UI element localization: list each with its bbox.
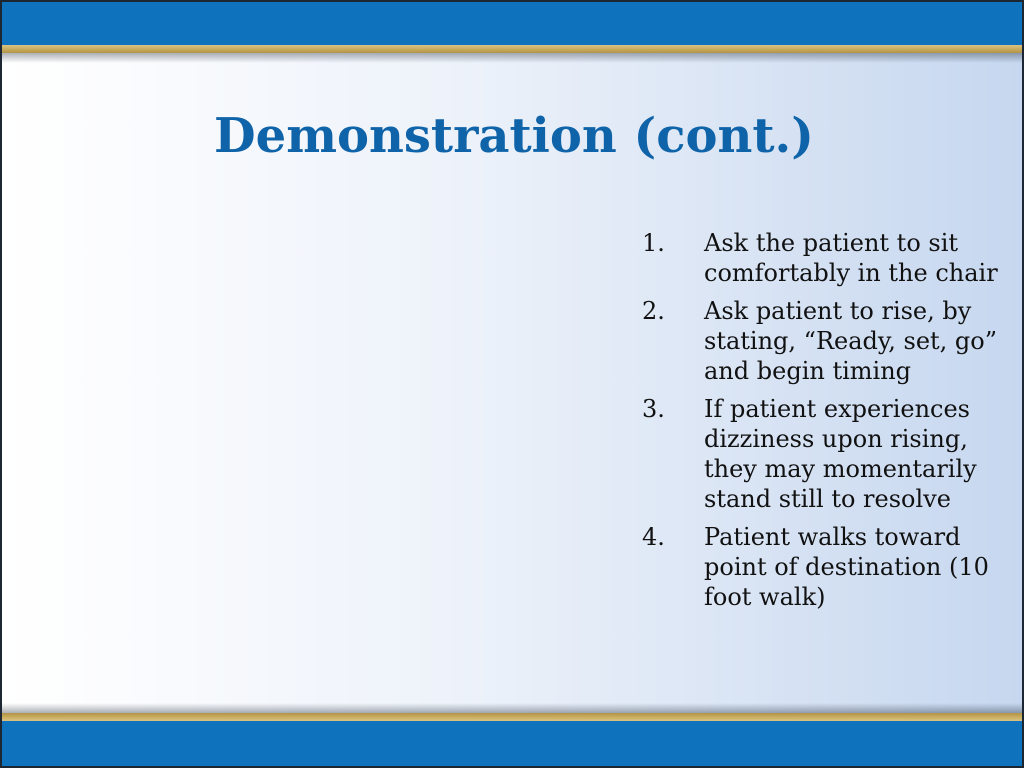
step-text: Patient walks toward point of destination (10 foot walk)	[704, 523, 989, 611]
top-band-shadow	[2, 53, 1022, 63]
list-item	[642, 522, 1002, 612]
step-number: 3.	[642, 395, 665, 423]
top-blue-band	[2, 2, 1022, 45]
slide-title: Demonstration (cont.)	[214, 108, 814, 164]
step-text: Ask patient to rise, by stating, “Ready, set, go” and begin timing	[704, 297, 998, 385]
step-text: If patient experiences dizziness upon rising, they may momentarily stand still to resolve	[704, 395, 977, 513]
bottom-gold-stripe	[2, 713, 1022, 721]
list-item	[642, 394, 1002, 514]
bottom-blue-band	[2, 721, 1022, 768]
list-item	[642, 228, 1002, 288]
list-item	[642, 296, 1002, 386]
step-number: 4.	[642, 523, 665, 551]
step-text: Ask the patient to sit comfortably in the chair	[704, 229, 998, 287]
step-number: 1.	[642, 229, 665, 257]
steps-list	[642, 228, 1002, 620]
bottom-band-shadow	[2, 703, 1022, 713]
top-gold-stripe	[2, 45, 1022, 53]
step-number: 2.	[642, 297, 665, 325]
